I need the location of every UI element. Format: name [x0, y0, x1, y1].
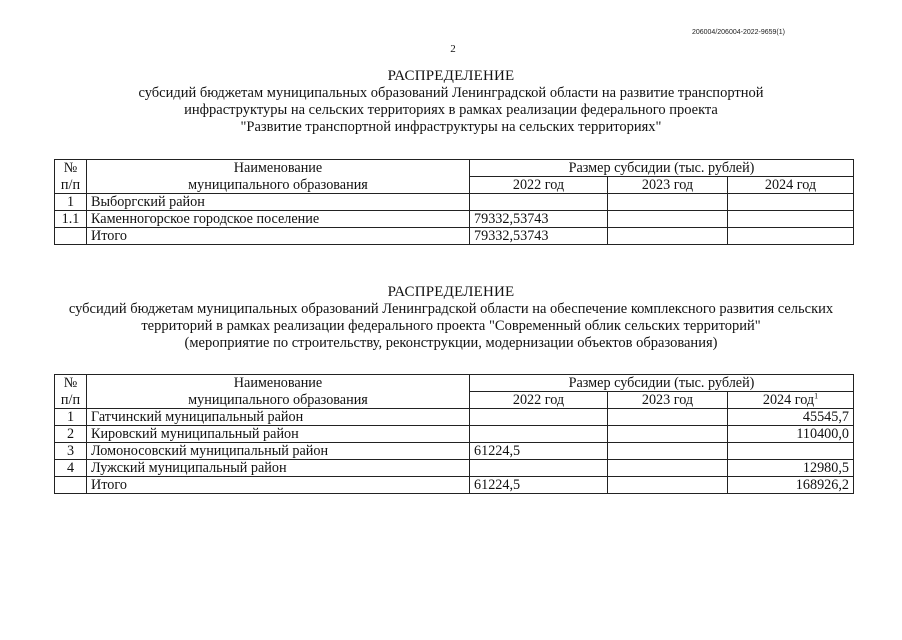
row-num: 3 [55, 443, 87, 460]
table-row [55, 443, 854, 460]
row-num: 1 [55, 409, 87, 426]
table-row [55, 460, 854, 477]
row-value-2024 [728, 211, 854, 228]
row-num [55, 228, 87, 245]
table-row [55, 194, 854, 211]
row-value-2023 [608, 228, 728, 245]
row-name: Лужский муниципальный район [87, 460, 470, 477]
row-value-2022: 61224,5 [470, 477, 608, 494]
row-value-2023 [608, 194, 728, 211]
row-value-2022: 79332,53743 [470, 228, 608, 245]
header-name: Наименование [87, 160, 470, 177]
row-name: Каменногорское городское поселение [87, 211, 470, 228]
row-value-2022 [470, 194, 608, 211]
row-value-2022 [470, 426, 608, 443]
row-value-2022 [470, 460, 608, 477]
header-year-2022: 2022 год [470, 177, 608, 194]
table-total-row [55, 228, 854, 245]
row-value-2023 [608, 477, 728, 494]
header-name: Наименование [87, 375, 470, 392]
table-total-row [55, 477, 854, 494]
row-value-2024: 110400,0 [728, 426, 854, 443]
header-year-2024 [728, 392, 854, 409]
row-value-2024: 12980,5 [728, 460, 854, 477]
footnote-marker: 1 [814, 391, 819, 401]
row-value-2023 [608, 409, 728, 426]
header-year-2024: 2024 год [728, 177, 854, 194]
row-value-2024: 45545,7 [728, 409, 854, 426]
table-header-row [55, 160, 854, 177]
header-name-sub: муниципального образования [87, 177, 470, 194]
row-value-2023 [608, 460, 728, 477]
section2-subtitle-line: территорий в рамках реализации федерального проекта "Современный облик сельских территорий" [141, 318, 761, 334]
table-header-row [55, 375, 854, 392]
section1-table [54, 159, 854, 245]
section2-title: РАСПРЕДЕЛЕНИЕ [387, 284, 515, 300]
section2-subtitle-line: субсидий бюджетам муниципальных образований Ленинградской области на обеспечение комплексного развития сельских [68, 301, 834, 317]
table-row [55, 211, 854, 228]
row-value-2022: 61224,5 [470, 443, 608, 460]
row-value-2024 [728, 228, 854, 245]
row-name: Итого [87, 228, 470, 245]
section1-subtitle-line: субсидий бюджетам муниципальных образований Ленинградской области на развитие транспортной [138, 85, 764, 101]
section2-heading [0, 284, 902, 352]
header-year-2024-label: 2024 год [762, 392, 815, 408]
header-subsidy: Размер субсидии (тыс. рублей) [470, 375, 854, 392]
table-row [55, 409, 854, 426]
header-num: № [55, 375, 87, 392]
row-value-2023 [608, 426, 728, 443]
row-name: Выборгский район [87, 194, 470, 211]
row-value-2024: 168926,2 [728, 477, 854, 494]
header-name-sub: муниципального образования [87, 392, 470, 409]
section1-title: РАСПРЕДЕЛЕНИЕ [387, 68, 515, 84]
table-header-row [55, 177, 854, 194]
header-year-2023: 2023 год [608, 392, 728, 409]
header-num-sub: п/п [55, 392, 87, 409]
page-number: 2 [450, 43, 456, 55]
section1-heading [0, 68, 902, 136]
header-subsidy: Размер субсидии (тыс. рублей) [470, 160, 854, 177]
header-year-2023: 2023 год [608, 177, 728, 194]
row-num [55, 477, 87, 494]
row-name: Кировский муниципальный район [87, 426, 470, 443]
row-value-2023 [608, 211, 728, 228]
row-num: 1 [55, 194, 87, 211]
row-value-2024 [728, 443, 854, 460]
table-row [55, 426, 854, 443]
header-num: № [55, 160, 87, 177]
row-name: Итого [87, 477, 470, 494]
row-value-2023 [608, 443, 728, 460]
section1-subtitle-line: "Развитие транспортной инфраструктуры на сельских территориях" [240, 119, 662, 135]
header-num-sub: п/п [55, 177, 87, 194]
row-num: 1.1 [55, 211, 87, 228]
table-header-row [55, 392, 854, 409]
row-value-2022 [470, 409, 608, 426]
section1-subtitle-line: инфраструктуры на сельских территориях в рамках реализации федерального проекта [184, 102, 718, 118]
row-value-2024 [728, 194, 854, 211]
row-name: Ломоносовский муниципальный район [87, 443, 470, 460]
header-year-2022: 2022 год [470, 392, 608, 409]
section2-subtitle-line: (мероприятие по строительству, реконструкции, модернизации объектов образования) [184, 335, 718, 351]
section2-table [54, 374, 854, 494]
document-id: 206004/206004-2022-9659(1) [691, 29, 785, 36]
row-name: Гатчинский муниципальный район [87, 409, 470, 426]
row-value-2022: 79332,53743 [470, 211, 608, 228]
row-num: 2 [55, 426, 87, 443]
row-num: 4 [55, 460, 87, 477]
